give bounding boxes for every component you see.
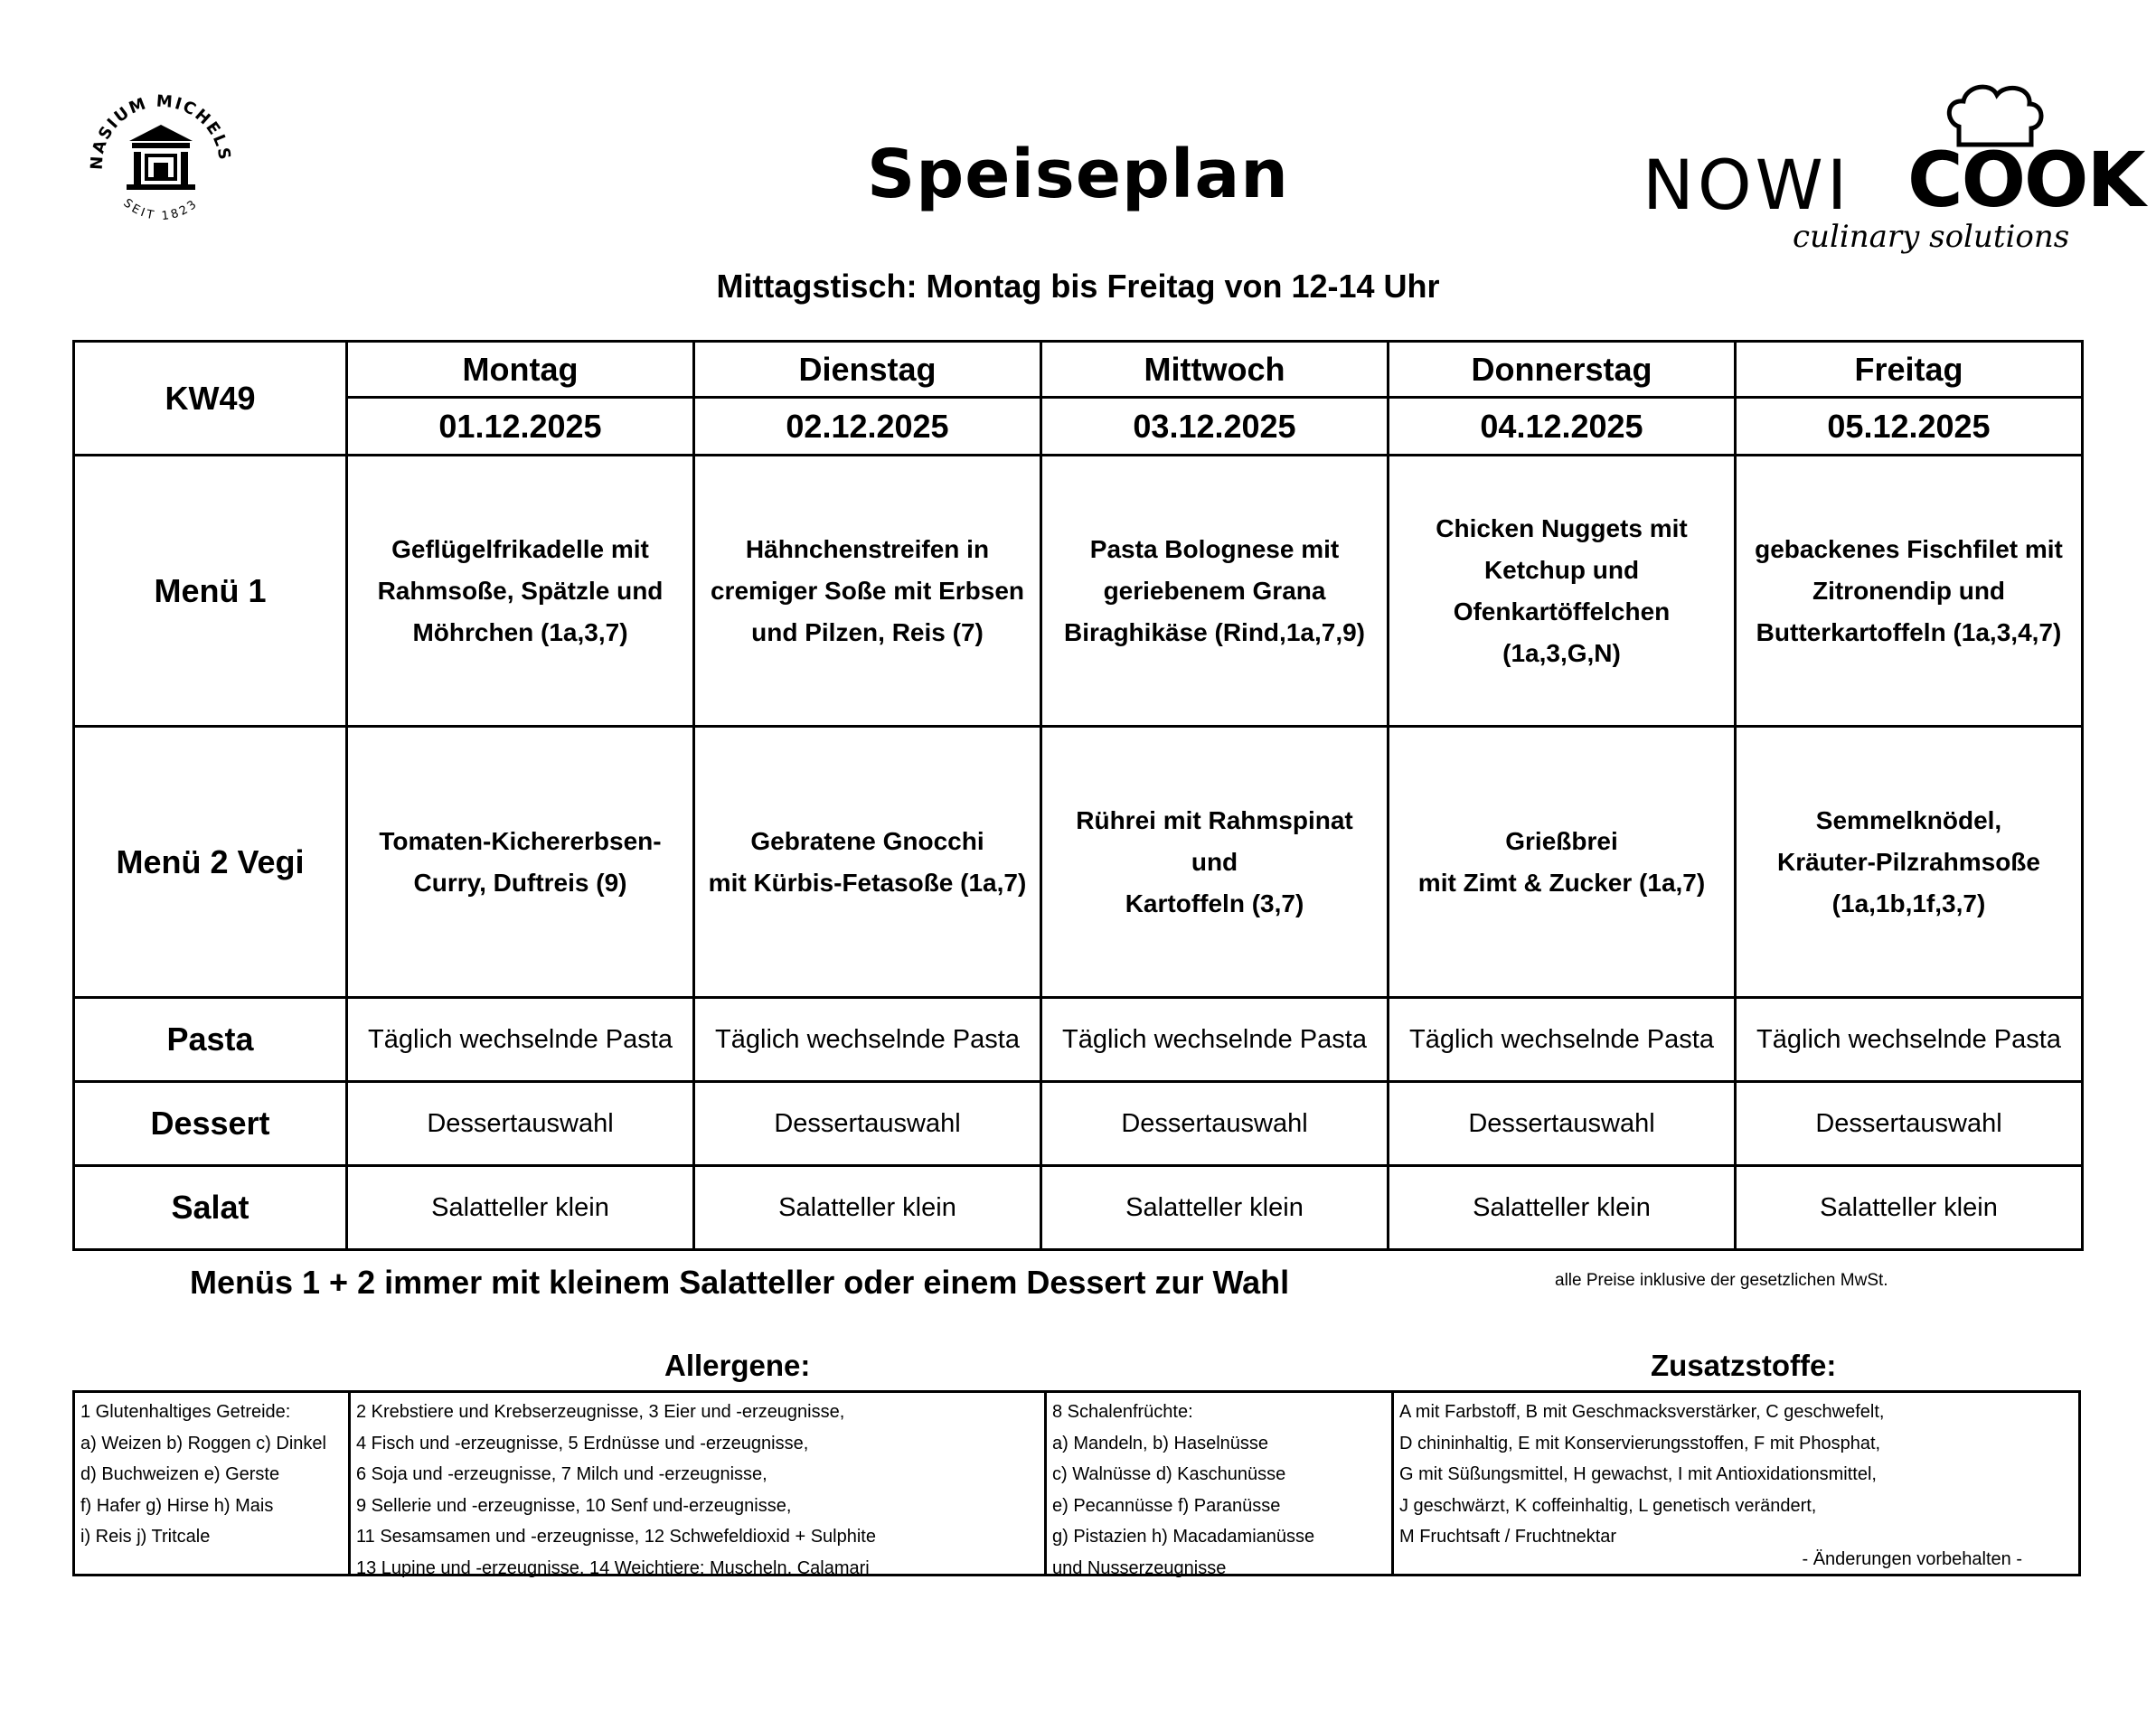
legend-line: a) Weizen b) Roggen c) Dinkel [80,1433,326,1453]
legend-box [72,1390,2081,1576]
legend-line: 1 Glutenhaltiges Getreide: [80,1402,291,1422]
row-label-dessert: Dessert [74,1082,347,1166]
salad-cell: Salatteller klein [1736,1166,2083,1250]
legend-line: g) Pistazien h) Macadamianüsse [1052,1527,1315,1547]
dish-cell: Grießbrei mit Zimt & Zucker (1a,7) [1389,727,1736,998]
dessert-cell: Dessertauswahl [694,1082,1041,1166]
legend-line: e) Pecannüsse f) Paranüsse [1052,1495,1281,1516]
nowicook-logo [1632,81,2144,255]
dish-cell: Semmelknödel, Kräuter-Pilzrahmsoße (1a,1b,1f,3,7) [1736,727,2083,998]
legend-line: A mit Farbstoff, B mit Geschmacksverstärker, C geschwefelt, [1399,1402,1885,1422]
dessert-cell: Dessertauswahl [1389,1082,1736,1166]
day-name: Mittwoch [1041,342,1389,398]
menu-table [72,340,2084,1251]
logo-tagline: culinary solutions [1793,219,2070,255]
legend-line: 9 Sellerie und -erzeugnisse, 10 Senf und-erzeugnisse, [356,1495,792,1516]
day-date: 05.12.2025 [1736,398,2083,456]
day-name: Montag [347,342,694,398]
legend-col-grains [75,1393,348,1574]
additives-heading: Zusatzstoffe: [1651,1349,1837,1382]
dish-cell: Gebratene Gnocchi mit Kürbis-Fetasoße (1a,7) [694,727,1041,998]
pasta-cell: Täglich wechselnde Pasta [1389,998,1736,1082]
legend-line: und Nusserzeugnisse [1052,1557,1227,1578]
day-name: Freitag [1736,342,2083,398]
menu-note: Menüs 1 + 2 immer mit kleinem Salatteller oder einem Dessert zur Wahl [190,1264,1290,1301]
row-label-menu2: Menü 2 Vegi [74,727,347,998]
pasta-cell: Täglich wechselnde Pasta [1041,998,1389,1082]
dish-cell: Geflügelfrikadelle mit Rahmsoße, Spätzle und Möhrchen (1a,3,7) [347,456,694,727]
dessert-cell: Dessertauswahl [1041,1082,1389,1166]
legend-line: J geschwärzt, K coffeinhaltig, L genetisch verändert, [1399,1495,1817,1516]
dish-cell: Tomaten-Kichererbsen- Curry, Duftreis (9) [347,727,694,998]
row-label-salat: Salat [74,1166,347,1250]
legend-line: 4 Fisch und -erzeugnisse, 5 Erdnüsse und -erzeugnisse, [356,1433,809,1453]
row-label-pasta: Pasta [74,998,347,1082]
legend-line: c) Walnüsse d) Kaschunüsse [1052,1464,1286,1484]
legend-col-nuts [1044,1393,1391,1578]
day-name: Dienstag [694,342,1041,398]
legend-line: f) Hafer g) Hirse h) Mais [80,1495,274,1516]
salad-cell: Salatteller klein [694,1166,1041,1250]
page-title: Speiseplan [866,136,1289,213]
pasta-cell: Täglich wechselnde Pasta [694,998,1041,1082]
legend-line: i) Reis j) Tritcale [80,1527,211,1547]
salad-cell: Salatteller klein [1389,1166,1736,1250]
day-date: 01.12.2025 [347,398,694,456]
dessert-cell: Dessertauswahl [347,1082,694,1166]
logo-text-cook: COOK [1907,136,2144,224]
salad-cell: Salatteller klein [347,1166,694,1250]
dish-cell: Chicken Nuggets mit Ketchup und Ofenkartöffelchen (1a,3,G,N) [1389,456,1736,727]
legend-line: 13 Lupine und -erzeugnisse, 14 Weichtiere: Muscheln, Calamari [356,1557,870,1578]
dish-cell: Rührei mit Rahmspinat und Kartoffeln (3,7) [1041,727,1389,998]
pasta-cell: Täglich wechselnde Pasta [1736,998,2083,1082]
day-name: Donnerstag [1389,342,1736,398]
legend-line: 11 Sesamsamen und -erzeugnisse, 12 Schwefeldioxid + Sulphite [356,1527,876,1547]
legend-col-allergens [348,1393,1044,1578]
allergens-heading: Allergene: [664,1349,811,1382]
week-label: KW49 [74,342,347,456]
row-label-menu1: Menü 1 [74,456,347,727]
legend-line: d) Buchweizen e) Gerste [80,1464,280,1484]
legend-line: G mit Süßungsmittel, H gewachst, I mit Antioxidationsmittel, [1399,1464,1877,1484]
legend-line: D chininhaltig, E mit Konservierungsstoffen, F mit Phosphat, [1399,1433,1881,1453]
dish-cell: Pasta Bolognese mit geriebenem Grana Biraghikäse (Rind,1a,7,9) [1041,456,1389,727]
logo-text-nowi: NOWI [1643,145,1851,225]
legend-line: a) Mandeln, b) Haselnüsse [1052,1433,1269,1453]
dessert-cell: Dessertauswahl [1736,1082,2083,1166]
svg-text:SEIT 1823: SEIT 1823 [120,196,202,224]
vat-note: alle Preise inklusive der gesetzlichen MwSt. [1555,1271,1888,1290]
day-date: 03.12.2025 [1041,398,1389,456]
pasta-cell: Täglich wechselnde Pasta [347,998,694,1082]
changes-note: - Änderungen vorbehalten - [1802,1549,2022,1569]
dish-cell: gebackenes Fischfilet mit Zitronendip und Butterkartoffeln (1a,3,4,7) [1736,456,2083,727]
legend-col-additives [1391,1393,2078,1574]
legend-line: 2 Krebstiere und Krebserzeugnisse, 3 Eier und -erzeugnisse, [356,1402,845,1422]
svg-text:GYMNASIUM MICHELSTADT: NASIUM MICHELS [87,91,235,171]
day-date: 04.12.2025 [1389,398,1736,456]
dish-cell: Hähnchenstreifen in cremiger Soße mit Erbsen und Pilzen, Reis (7) [694,456,1041,727]
salad-cell: Salatteller klein [1041,1166,1389,1250]
day-date: 02.12.2025 [694,398,1041,456]
legend-line: M Fruchtsaft / Fruchtnektar [1399,1527,1617,1547]
subtitle: Mittagstisch: Montag bis Freitag von 12-14 Uhr [716,268,1440,305]
legend-line: 8 Schalenfrüchte: [1052,1402,1193,1422]
legend-line: 6 Soja und -erzeugnisse, 7 Milch und -erzeugnisse, [356,1464,767,1484]
